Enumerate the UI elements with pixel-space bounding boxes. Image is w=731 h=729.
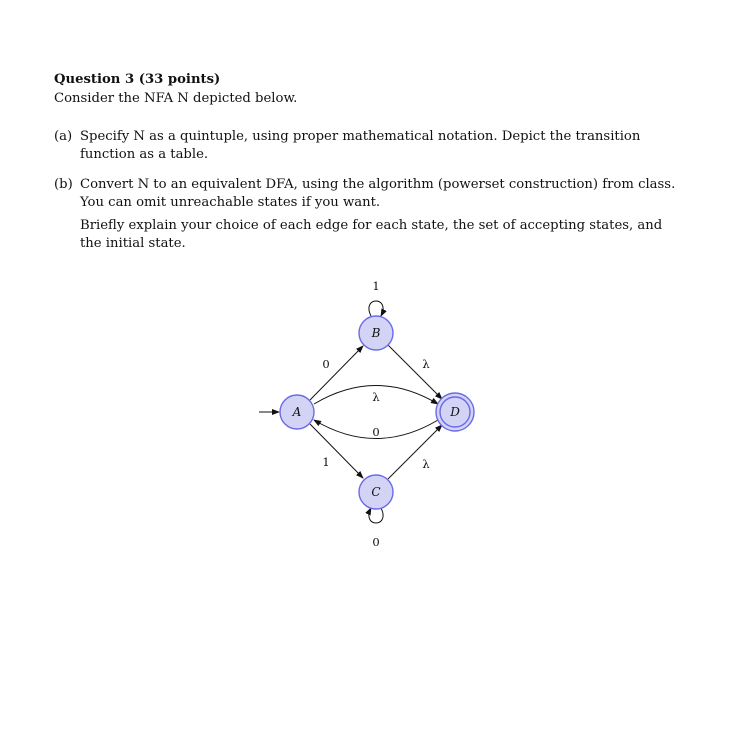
state-a-label: A (292, 405, 302, 419)
edge-a-c-label: 1 (322, 455, 330, 469)
state-d-label: D (450, 405, 460, 419)
edge-a-c (310, 424, 363, 478)
question-intro-text: Consider the NFA N depicted below. (54, 91, 298, 106)
edge-a-d-label: λ (372, 390, 380, 404)
edge-a-b-label: 0 (322, 357, 330, 371)
loop-c (369, 508, 383, 523)
loop-c-label: 0 (372, 535, 380, 549)
part-b-label: (b) (54, 177, 73, 192)
state-b-label: B (371, 326, 381, 340)
edge-c-d-label: λ (422, 457, 430, 471)
part-b-text: Convert N to an equivalent DFA, using the algorithm (powerset construction) from class. You can omit unreachable states if you want. (80, 177, 676, 210)
part-a-text: Specify N as a quintuple, using proper mathematical notation. Depict the transition function as a table. (80, 129, 641, 162)
loop-b (369, 301, 383, 316)
part-b-followup: Briefly explain your choice of each edge for each state, the set of accepting states, and the initial state. (80, 218, 663, 251)
part-a-label: (a) (54, 129, 73, 144)
edge-c-d (388, 425, 442, 479)
question-title: Question 3 (33 points) (54, 72, 221, 87)
edge-d-a-label: 0 (372, 425, 380, 439)
edge-b-d (388, 345, 442, 399)
edge-a-b (310, 346, 363, 400)
edge-b-d-label: λ (422, 357, 430, 371)
state-c-label: C (371, 485, 381, 499)
loop-b-label: 1 (372, 279, 380, 293)
